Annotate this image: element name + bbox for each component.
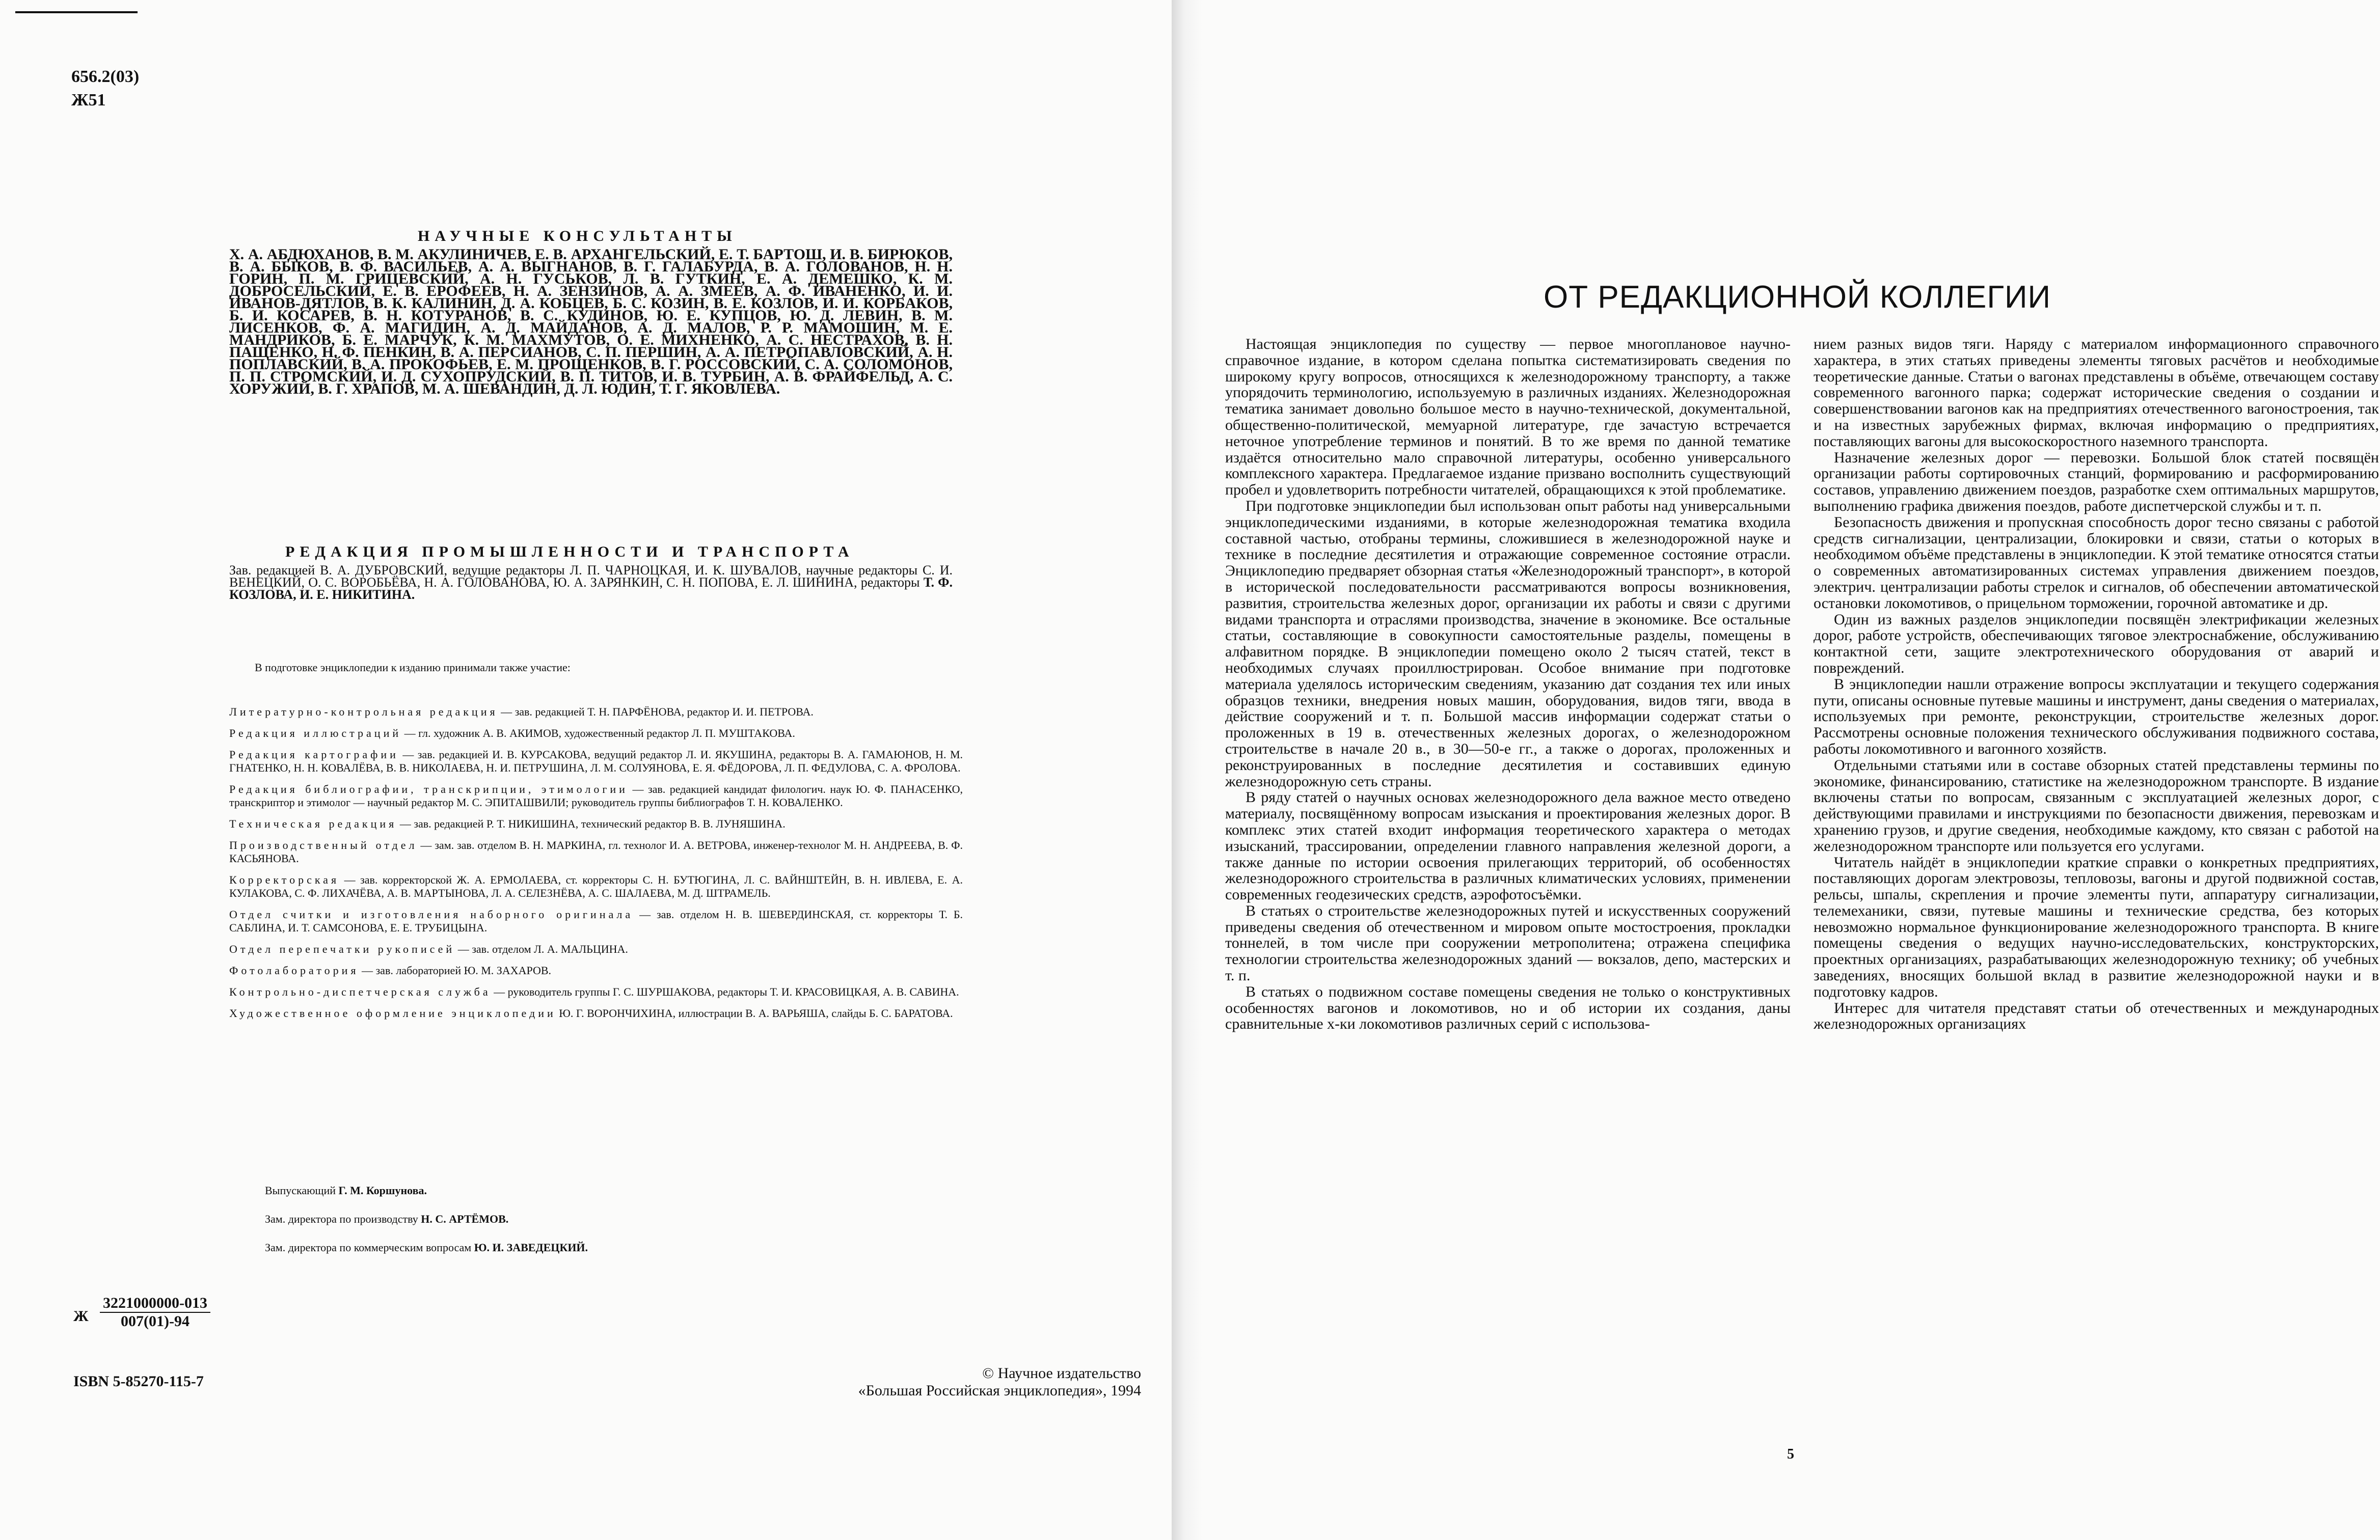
- consultants-heading: НАУЧНЫЕ КОНСУЛЬТАНТЫ: [418, 228, 737, 244]
- staff-entry: [265, 1184, 588, 1197]
- credit-text: — зав. редакцией Р. Т. НИКИШИНА, технический редактор В. В. ЛУНЯШИНА.: [397, 817, 786, 830]
- credit-label: Контрольно-диспетчерская служба: [229, 985, 491, 998]
- credit-entry: [229, 748, 963, 775]
- paragraph: Один из важных разделов энциклопедии посвящён электрификации железных дорог, работе устройств, обеспечивающих тяговое электроснабжение, обслуживанию контактной сети, защите электротехнического оборудования от аварий и повреждений.: [1814, 611, 2379, 676]
- credit-entry: [229, 943, 963, 956]
- paragraph: В статьях о подвижном составе помещены сведения не только о конструктивных особенностях вагонов и локомотивов, но и об истории их создания, даны сравнительные х-ки локомотивов различных серий с использова-: [1225, 983, 1791, 1033]
- credit-label: Техническая редакция: [229, 817, 397, 830]
- paragraph: Настоящая энциклопедия по существу — первое многоплановое научно-справочное издание, в котором сделана попытка систематизировать сведения по широкому кругу вопросов, относящихся к железнодорожному транспорту, а также упорядочить терминологию, используемую в различных изданиях. Железнодорожная тематика занимает довольно большое место в научно-технической, документальной, общественно-политической, мемуарной литературе, где зачастую встречается неточное употребление терминов и понятий. В то же время по данной тематике издаётся относительно мало справочной литературы, особенно универсального комплексного характера. Предлагаемое издание призвано восполнить существующий пробел и удовлетворить потребности читателей, обращающихся к этой проблематике.: [1225, 336, 1791, 499]
- paragraph: Читатель найдёт в энциклопедии краткие справки о конкретных предприятиях, поставляющих дорогам электровозы, тепловозы, вагоны и другой подвижной состав, рельсы, шпалы, скрепления и прочие элементы пути, аппаратуру сигнализации, телемеханики, связи, путевые машины и технические средства, без которых невозможно нормальное функционирование железнодорожного транспорта. В книге помещены сведения о ведущих научно-исследовательских, конструкторских, проектных организациях, разрабатывающих железнодорожную технику; об учебных заведениях, вносящих большой вклад в развитие железнодорожной науки и в подготовку кадров.: [1814, 854, 2379, 1000]
- paragraph: нием разных видов тяги. Наряду с материалом информационного справочного характера, в этих статьях приведены элементы тяговых расчётов и необходимые теоретические данные. Статьи о вагонах представлены в объёме, отвечающем составу современного вагонного парка; содержат исторические сведения о создании и совершенствовании вагонов как на предприятиях отечественного вагоностроения, так и на известных зарубежных фирмах, включая информацию о предприятиях, поставляющих вагоны для высокоскоростного наземного транспорта.: [1814, 336, 2379, 450]
- credit-label: Художественное оформление энциклопедии: [229, 1007, 556, 1020]
- staff-entry: [265, 1213, 588, 1226]
- credit-text: — зав. корректорской Ж. А. ЕРМОЛАЕВА, ст. корректоры С. Н. БУТЮГИНА, Л. С. ВАЙНШТЕЙН, В. Н. ИВЛЕВА, Е. А. КУЛАКОВА, С. Ф. ЛИХАЧЁВА, А. В. МАРТЫНОВА, Л. А. СЕЛЕЗНЁВА, А. С. ШАЛАЕВА, М. Д. ШТРАМЕЛЬ.: [229, 873, 963, 899]
- index-letter: Ж: [73, 1308, 89, 1325]
- isbn: ISBN 5-85270-115-7: [73, 1373, 204, 1390]
- credit-entry: [229, 964, 963, 977]
- credit-label: Производственный отдел: [229, 839, 418, 851]
- credit-entry: [229, 908, 963, 934]
- page-title: ОТ РЕДАКЦИОННОЙ КОЛЛЕГИИ: [1544, 280, 2051, 315]
- udk-line-2: Ж51: [71, 91, 106, 109]
- staff-name: Ю. И. ЗАВЕДЕЦКИЙ.: [474, 1241, 588, 1254]
- page-number: 5: [1787, 1446, 1794, 1462]
- participation-note: В подготовке энциклопедии к изданию принимали также участие:: [255, 661, 571, 674]
- copyright-line-2: «Большая Российская энциклопедия», 1994: [858, 1382, 1141, 1399]
- paragraph: Назначение железных дорог — перевозки. Большой блок статей посвящён организации работы сортировочных станций, формированию и расформированию составов, управлению движением поездов, разработке схем оптимальных маршрутов, выполнению графика движения поездов, работе диспетчерской службы и т. п.: [1814, 449, 2379, 514]
- udk-code: [71, 65, 139, 112]
- credit-label: Отдел считки и изготовления наборного оригинала: [229, 908, 634, 921]
- credit-entry: [229, 705, 963, 719]
- credit-label: Литературно-контрольная редакция: [229, 705, 498, 718]
- credit-text: — гл. художник А. В. АКИМОВ, художественный редактор Л. П. МУШТАКОВА.: [401, 727, 795, 739]
- credit-text: — руководитель группы Г. С. ШУРШАКОВА, редакторы Т. И. КРАСОВИЦКАЯ, А. В. САВИНА.: [491, 985, 959, 998]
- credit-text: — зам. зав. отделом В. Н. МАРКИНА, гл. технолог И. А. ВЕТРОВА, инженер-технолог М. Н. АНДРЕЕВА, В. Ф. КАСЬЯНОВА.: [229, 839, 963, 865]
- credit-label: Редакция картографии: [229, 748, 399, 761]
- credit-label: Отдел перепечатки рукописей: [229, 943, 455, 955]
- paragraph: В энциклопедии нашли отражение вопросы эксплуатации и текущего содержания пути, описаны основные путевые машины и инструмент, даны сведения о материалах, используемых при ремонте, реконструкции, строительстве железных дорог. Рассмотрены основные положения технического обслуживания подвижного состава, работы локомотивного и вагонного хозяйств.: [1814, 675, 2379, 757]
- credit-entry: [229, 839, 963, 865]
- index-denominator: 007(01)-94: [121, 1313, 190, 1330]
- top-rule: [15, 11, 138, 13]
- text-column-right: [1814, 336, 2379, 1032]
- paragraph: В статьях о строительстве железнодорожных путей и искусственных сооружений приведены сведения об отечественном и мировом опыте мостостроения, прокладки тоннелей, в том числе при сооружении метрополитена; отражена специфика технологии строительства железнодорожных зданий — вокзалов, депо, мастерских и т. п.: [1225, 902, 1791, 984]
- book-gutter: [1172, 0, 1202, 1540]
- credit-text: — зав. редакцией Т. Н. ПАРФЁНОВА, редактор И. И. ПЕТРОВА.: [498, 705, 814, 718]
- udk-line-1: 656.2(03): [71, 67, 140, 86]
- paragraph: Отдельными статьями или в составе обзорных статей представлены термины по экономике, финансированию, статистике на железнодорожном транспорте. В издание включены статьи по вопросам, связанным с эксплуатацией железных дорог, с действующими правилами и инструкциями по безопасности движения, перевозкам и хранению грузов, и другие сведения, необходимые каждому, кто связан с работой на железнодорожном транспорте или пользуется его услугами.: [1814, 756, 2379, 855]
- credit-label: Фотолаборатория: [229, 964, 359, 977]
- credit-label: Корректорская: [229, 873, 340, 886]
- credit-entry: [229, 985, 963, 999]
- staff-name: Н. С. АРТЁМОВ.: [421, 1213, 509, 1225]
- index-fraction: [100, 1295, 210, 1330]
- copyright: [713, 1365, 1141, 1399]
- staff-name: Г. М. Коршунова.: [338, 1184, 427, 1197]
- credit-text: — зав. отделом Л. А. МАЛЬЦИНА.: [455, 943, 628, 955]
- credit-text: — зав. редакцией И. В. КУРСАКОВА, ведущий редактор Л. И. ЯКУШИНА, редакторы В. А. ГАМАЮНОВ, Н. М. ГНАТЕНКО, Н. Н. КОВАЛЁВА, В. В. НИКОЛАЕВА, Н. И. ПЕТРУШИНА, Л. М. СОЛУЯНОВА, Е. Я. ФЁДОРОВА, Л. П. ФЕДУЛОВА, С. А. ФРОЛОВА.: [229, 748, 963, 774]
- consultants-names: Х. А. АБДЮХАНОВ, В. М. АКУЛИНИЧЕВ, Е. В. АРХАНГЕЛЬСКИЙ, Е. Т. БАРТОШ, И. В. БИРЮКОВ, В. А. БЫКОВ, В. Ф. ВАСИЛЬЕВ, А. А. ВЫГНАНОВ, В. Г. ГАЛАБУРДА, В. А. ГОЛОВАНОВ, Н. Н. ГОРИН, П. М. ГРИЦЕВСКИЙ, А. Н. ГУСЬКОВ, Л. В. ГУТКИН, Е. А. ДЕМЕШКО, К. М. ДОБРОСЕЛЬСКИЙ, Е. В. ЕРОФЕЕВ, Н. А. ЗЕНЗИНОВ, А. А. ЗМЕЕВ, А. Ф. ИВАНЕНКО, И. И. ИВАНОВ-ДЯТЛОВ, В. К. КАЛИНИН, Д. А. КОБЦЕВ, Б. С. КОЗИН, В. Е. КОЗЛОВ, И. И. КОРБАКОВ, Б. И. КОСАРЕВ, В. Н. КОТУРАНОВ, В. С. КУДИНОВ, Ю. Е. КУПЦОВ, Ю. Д. ЛЕВИН, В. М. ЛИСЕНКОВ, Ф. А. МАГИДИН, А. Д. МАЙДАНОВ, А. Д. МАЛОВ, Р. Р. МАМОШИН, М. Е. МАНДРИКОВ, Б. Е. МАРЧУК, К. М. МАХМУТОВ, О. Е. МИХНЕНКО, А. С. НЕСТРАХОВ, В. Н. ПАЩЕНКО, Н. Ф. ПЕНКИН, В. А. ПЕРСИАНОВ, С. П. ПЕРШИН, А. А. ПЕТРОПАВЛОВСКИЙ, А. Н. ПОПЛАВСКИЙ, В. А. ПРОКОФЬЕВ, Е. М. ПРОЩЕНКОВ, В. Г. РОССОВСКИЙ, С. А. СОЛОМОНОВ, П. П. СТРОМСКИЙ, И. Д. СУХОПРУДСКИЙ, В. П. ТИТОВ, И. В. ТУРБИН, А. В. ФРАЙФЕЛЬД, А. С. ХОРУЖИЙ, В. Г. ХРАПОВ, М. А. ШЕВАНДИН, Д. Л. ЮДИН, Т. Г. ЯКОВЛЕВА.: [229, 246, 953, 397]
- credit-entry: [229, 783, 963, 809]
- index-numerator: 3221000000-013: [100, 1295, 210, 1313]
- credit-text: Ю. Г. ВОРОНЧИХИНА, иллюстрации В. А. ВАРЬЯША, слайды Б. С. БАРАТОВА.: [556, 1007, 953, 1020]
- credit-entry: [229, 817, 963, 831]
- credit-entry: [229, 873, 963, 900]
- credit-text: — зав. редакцией кандидат филологич. наук Ю. Ф. ПАНАСЕНКО, транскриптор и этимолог — научный редактор М. С. ЭПИТАШВИЛИ; руководитель группы библиографов Т. Н. КОВАЛЕНКО.: [229, 783, 963, 809]
- paragraph: В ряду статей о научных основах железнодорожного дела важное место отведено материалу, посвящённому вопросам изыскания и проектирования железных дорог. В комплекс этих статей входит информация теоретического характера о методах изысканий, трассировании, определении главного направления железной дороги, а также данные по истории освоения прилегающих территорий, об особенностях железнодорожного строительства в различных климатических условиях, применении современных геодезических средств, аэрофотосъёмки.: [1225, 789, 1791, 903]
- credit-label: Редакция иллюстраций: [229, 727, 402, 739]
- credits-list: [229, 705, 963, 1028]
- credit-entry: [229, 727, 963, 740]
- credit-label: Редакция библиографии, транскрипции, этимологии: [229, 783, 628, 795]
- staff-entry: [265, 1241, 588, 1254]
- copyright-line-1: © Научное издательство: [982, 1365, 1141, 1382]
- paragraph: Интерес для читателя представят статьи об отечественных и международных железнодорожных организациях: [1814, 999, 2379, 1033]
- editorial-heading: РЕДАКЦИЯ ПРОМЫШЛЕННОСТИ И ТРАНСПОРТА: [285, 543, 854, 560]
- credit-text: — зав. лабораторией Ю. М. ЗАХАРОВ.: [359, 964, 552, 977]
- staff-role: Выпускающий: [265, 1184, 339, 1197]
- staff-list: [265, 1184, 588, 1270]
- editorial-text: [229, 564, 953, 601]
- text-column-left: [1225, 336, 1791, 1032]
- paragraph: Безопасность движения и пропускная способность дорог тесно связаны с работой средств сигнализации, централизации, блокировки и связи, статьи о которых в необходимом объёме представлены в энциклопедии. К этой тематике относятся статьи о современных автоматизированных системах управления движением поездов, электрич. централизации работы стрелок и сигналов, об обеспечении автоматической остановки локомотивов, о прицельном торможении, горочной автоматике и др.: [1814, 513, 2379, 612]
- editorial-text-bold: Т. Ф. КОЗЛОВА, И. Е. НИКИТИНА.: [229, 575, 953, 602]
- editorial-text-main: Зав. редакцией В. А. ДУБРОВСКИЙ, ведущие редакторы Л. П. ЧАРНОЦКАЯ, И. К. ШУВАЛОВ, научные редакторы С. И. ВЕНЕЦКИЙ, О. С. ВОРОБЬЁВА, Н. А. ГОЛОВАНОВА, Ю. А. ЗАРЯНКИН, С. Н. ПОПОВА, Е. Л. ШИНИНА, редакторы: [229, 563, 953, 590]
- paragraph: При подготовке энциклопедии был использован опыт работы над универсальными энциклопедическими изданиями, в которые железнодорожная тематика входила составной частью, отобраны термины, сложившиеся в железнодорожной науке и технике в последние десятилетия и отражающие современное состояние отрасли. Энциклопедию предваряет обзорная статья «Железнодорожный транспорт», в которой в исторической последовательности рассматриваются вопросы возникновения, развития, строительства железных дорог, организации их работы и связи с другими видами транспорта и отраслями производства, значение в экономике. Все остальные статьи, составляющие в совокупности самостоятельные разделы, помещены в алфавитном порядке. В энциклопедии помещено около 2 тысяч статей, текст в необходимых случаях проиллюстрирован. Особое внимание при подготовке материала уделялось историческим сведениям, указанию дат создания тех или иных образцов техники, внедрения новых машин, оборудования, видов тяги, ввода в действие сооружений и т. п. Большой массив информации содержат статьи о проложенных в 19 в. отечественных железных дорогах, о железнодорожном строительстве в начале 20 в., в 30—50-е гг., а также о дорогах, проложенных и реконструированных в последние десятилетия и составивших единую железнодорожную сеть страны.: [1225, 497, 1791, 790]
- credit-entry: [229, 1007, 963, 1020]
- staff-role: Зам. директора по коммерческим вопросам: [265, 1241, 474, 1254]
- staff-role: Зам. директора по производству: [265, 1213, 421, 1225]
- credit-text: — зав. отделом Н. В. ШЕВЕРДИНСКАЯ, ст. корректоры Т. Б. САБЛИНА, И. Т. САМСОНОВА, Е. Е. ТРУБИЦЫНА.: [229, 908, 963, 934]
